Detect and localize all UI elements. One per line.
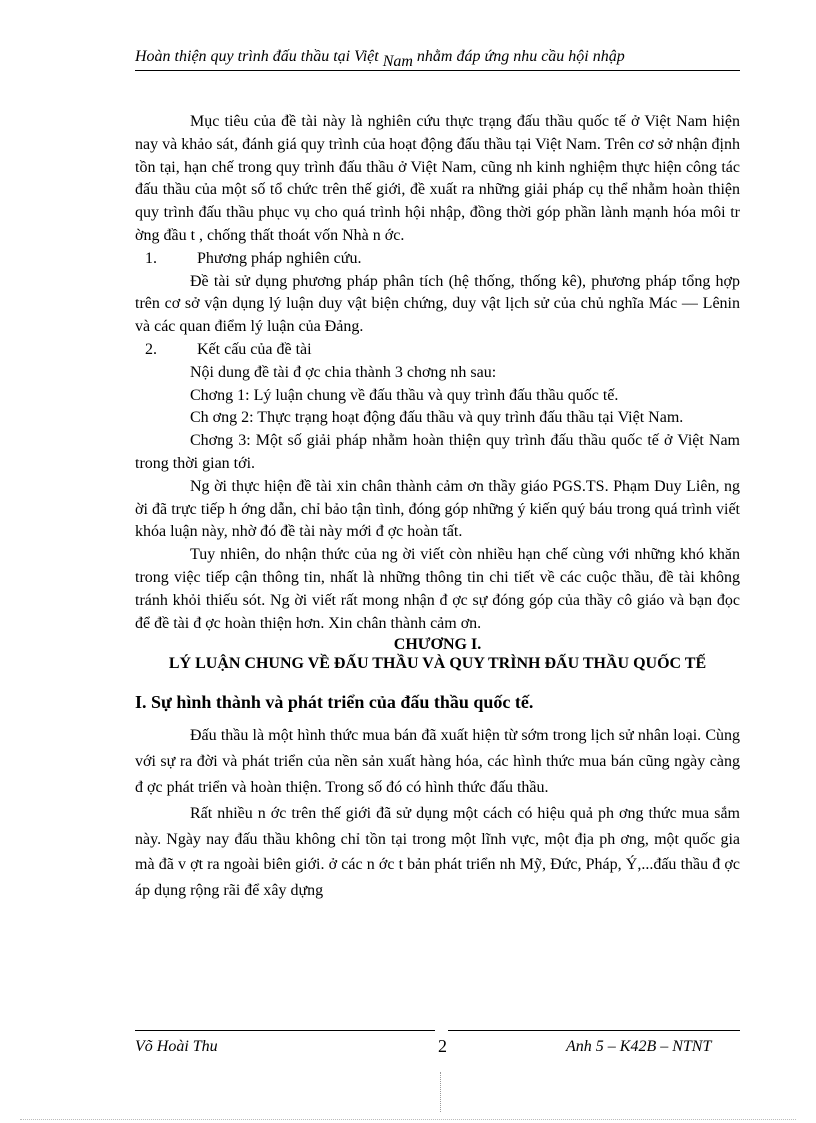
paragraph-limitations: Tuy nhiên, do nhận thức của ng ời viết còn nhiều hạn chế cùng với những khó khăn trong việc tiếp cận thông tin, nhất là những thông tin chi tiết về các cuộc thầu, đề tài không tránh khỏi thiếu sót. Ng ời viết rất mong nhận đ ợc sự đóng góp của thầy cô giáo và bạn đọc để đề tài đ ợc hoàn thiện hơn. Xin chân thành cảm ơn. [135, 546, 740, 632]
chapter-label: CHƯƠNG I. [393, 636, 482, 654]
page-break-marker [440, 1072, 441, 1112]
header-title-sub: Nam [382, 53, 413, 70]
page-number: 2 [438, 1036, 447, 1056]
structure-chapter-1: Chơng 1: Lý luận chung về đấu thầu và quy trình đấu thầu quốc tế. [190, 386, 619, 404]
header-title [135, 48, 625, 70]
footer-class: Anh 5 – K42B – NTNT [566, 1038, 712, 1055]
heading-structure-number: 2. [145, 340, 157, 358]
structure-chapter-2: Ch ơng 2: Thực trạng hoạt động đấu thầu và quy trình đấu thầu tại Việt Nam. [190, 409, 684, 427]
header-title-part1: Hoàn thiện quy trình đấu thầu tại Việt [135, 48, 379, 65]
heading-methods [135, 248, 740, 271]
paragraph-objective: Mục tiêu của đề tài này là nghiên cứu thực trạng đấu thầu quốc tế ở Việt Nam hiện nay và khảo sát, đánh giá quy trình của hoạt động đấu thầu tại Việt Nam. Trên cơ sở nhận định tồn tại, hạn chế trong quy trình đấu thầu ở Việt Nam, cũng nh kinh nghiệm thực hiện công tác đấu thầu của một số tổ chức trên thế giới, đề xuất ra những giải pháp cụ thể nhằm hoàn thiện quy trình đấu thầu phục vụ cho quá trình hội nhập, đồng thời góp phần lành mạnh hóa môi tr ờng đầu t , chống thất thoát vốn Nhà n ớc. [135, 113, 740, 244]
heading-structure [135, 339, 740, 362]
heading-methods-number: 1. [145, 249, 157, 267]
structure-chapter-3: Chơng 3: Một số giải pháp nhằm hoàn thiện quy trình đấu thầu quốc tế ở Việt Nam trong thời gian tới. [135, 432, 740, 472]
page-content [135, 111, 740, 904]
structure-intro: Nội dung đề tài đ ợc chia thành 3 chơng nh sau: [190, 363, 497, 381]
section-paragraph-2: Rất nhiều n ớc trên thế giới đã sử dụng một cách có hiệu quả ph ơng thức mua sắm này. Ngày nay đấu thầu không chỉ tồn tại trong một lĩnh vực, một địa ph ơng, một quốc gia mà đã v ợt ra ngoài biên giới. ở các n ớc t bản phát triển nh Mỹ, Đức, Pháp, Ý,...đấu thầu đ ợc áp dụng rộng rãi để xây dựng [135, 804, 740, 900]
heading-structure-text: Kết cấu của đề tài [197, 340, 312, 358]
footer-divider-left [135, 1030, 435, 1031]
footer-author: Võ Hoài Thu [135, 1038, 218, 1055]
footer-divider-right [448, 1030, 740, 1031]
chapter-title: LÝ LUẬN CHUNG VỀ ĐẤU THẦU VÀ QUY TRÌNH ĐẤU THẦU QUỐC TẾ [168, 655, 707, 673]
page-header [135, 44, 740, 71]
header-title-part2: nhằm đáp ứng nhu cầu hội nhập [412, 48, 625, 65]
paragraph-thanks: Ng ời thực hiện đề tài xin chân thành cảm ơn thầy giáo PGS.TS. Phạm Duy Liên, ng ời đã trực tiếp h ớng dẫn, chỉ bảo tận tình, đóng góp những ý kiến quý báu trong quá trình viết khóa luận này, nhờ đó đề tài này mới đ ợc hoàn tất. [135, 477, 740, 541]
section-paragraph-1: Đấu thầu là một hình thức mua bán đã xuất hiện từ sớm trong lịch sử nhân loại. Cùng với sự ra đời và phát triển của nền sản xuất hàng hóa, các hình thức mua bán cũng ngày càng đ ợc phát triển và hoàn thiện. Trong số đó có hình thức đấu thầu. [135, 727, 740, 796]
heading-methods-text: Phương pháp nghiên cứu. [197, 249, 362, 267]
paragraph-methods: Đề tài sử dụng phương pháp phân tích (hệ thống, thống kê), phương pháp tổng hợp trên cơ sở vận dụng lý luận duy vật biện chứng, duy vật lịch sử của chủ nghĩa Mác — Lênin và các quan điểm lý luận của Đảng. [135, 272, 740, 336]
section-title: I. Sự hình thành và phát triển của đấu thầu quốc tế. [135, 692, 534, 713]
page-bottom-divider [20, 1119, 796, 1120]
